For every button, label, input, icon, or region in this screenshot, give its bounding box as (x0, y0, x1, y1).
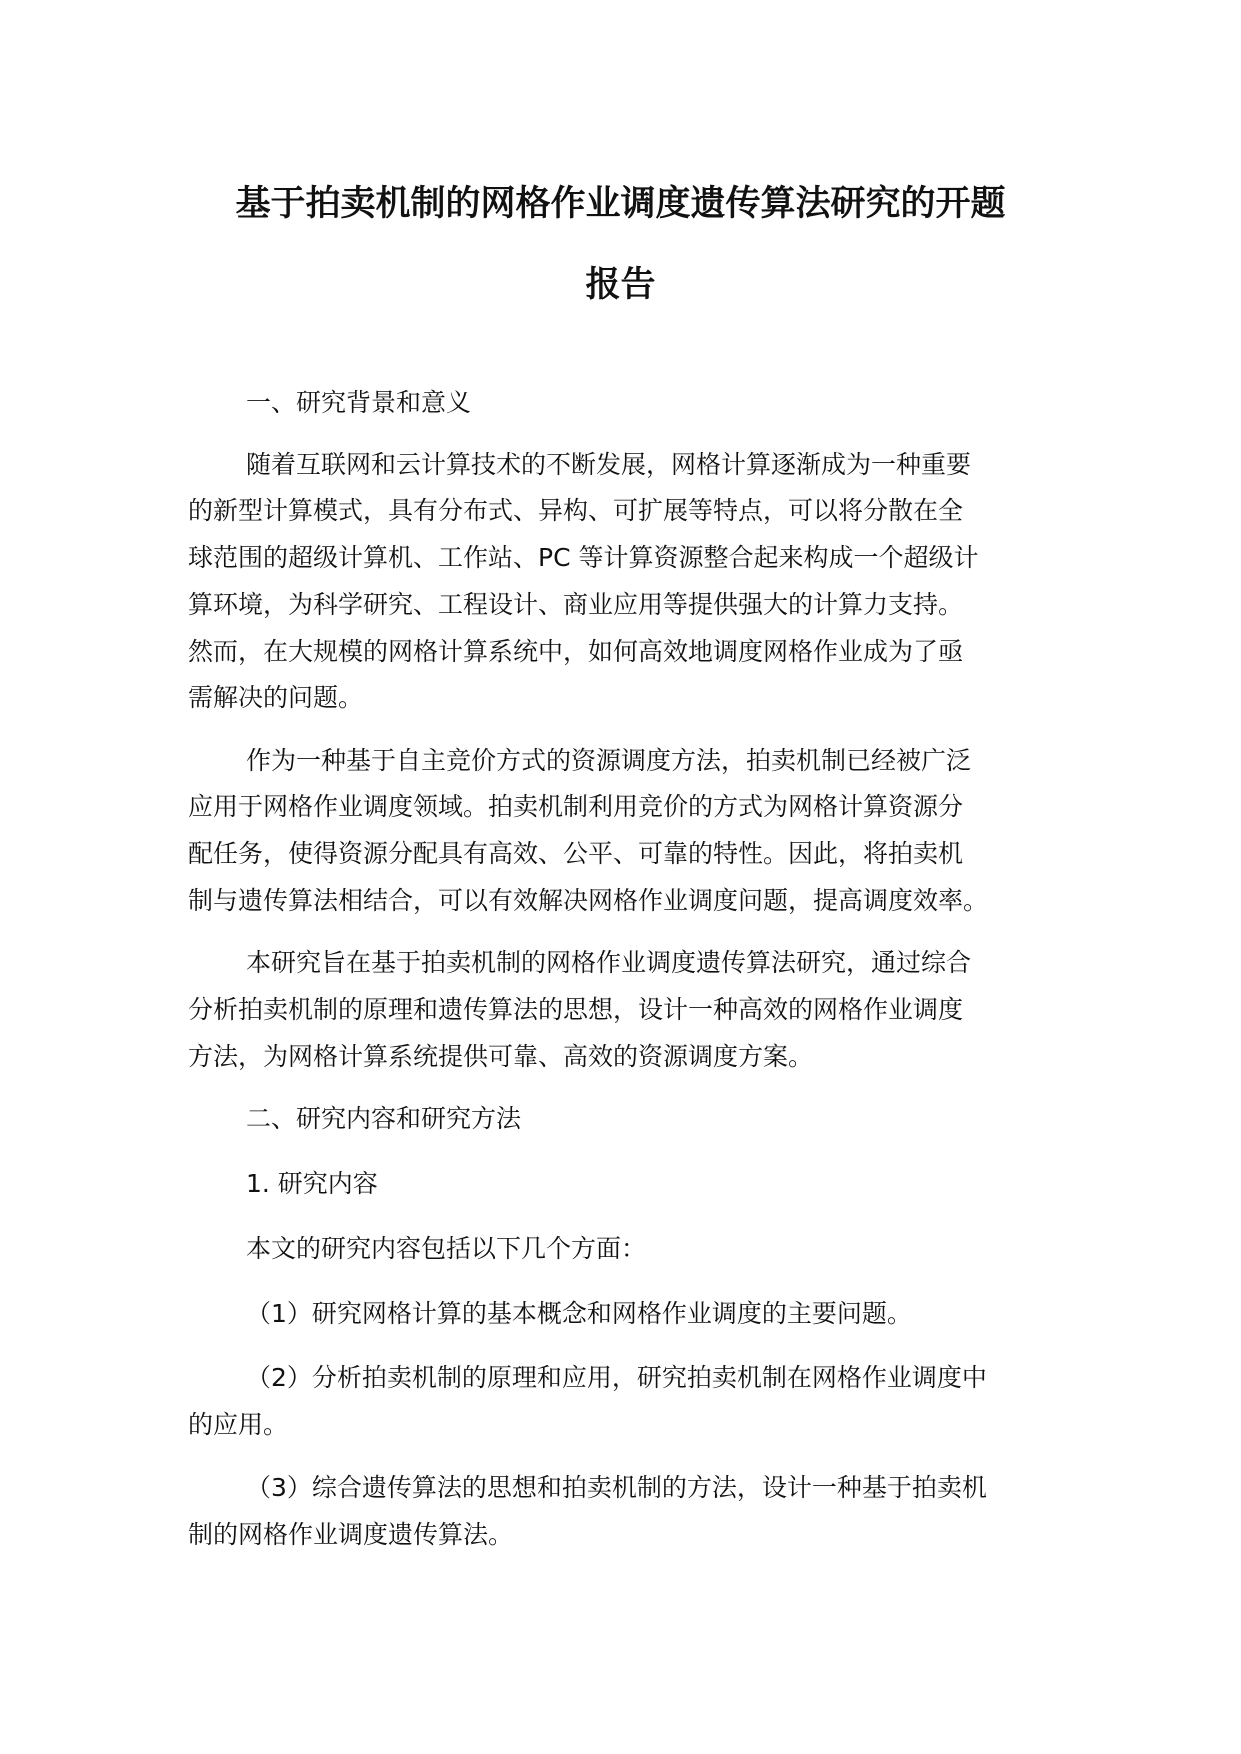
paragraph-line: 方法，为网格计算系统提供可靠、高效的资源调度方案。 (188, 1042, 814, 1071)
paragraph-line: 需解决的问题。 (188, 683, 364, 712)
paragraph-line: 作为一种基于自主竞价方式的资源调度方法，拍卖机制已经被广泛 (246, 746, 972, 775)
paragraph-line: 本研究旨在基于拍卖机制的网格作业调度遗传算法研究，通过综合 (246, 948, 972, 977)
paragraph-line: 球范围的超级计算机、工作站、PC 等计算资源整合起来构成一个超级计 (188, 543, 979, 572)
paragraph-line: 本文的研究内容包括以下几个方面： (246, 1234, 647, 1263)
paragraph-line: 配任务，使得资源分配具有高效、公平、可靠的特性。因此，将拍卖机 (188, 839, 964, 868)
document-title-line-2: 报告 (585, 265, 656, 305)
subsection-heading-content: 1. 研究内容 (246, 1169, 378, 1198)
list-item-continuation: 制的网格作业调度遗传算法。 (188, 1520, 514, 1549)
section-heading-background: 一、研究背景和意义 (246, 388, 472, 417)
paragraph-line: 算环境，为科学研究、工程设计、商业应用等提供强大的计算力支持。 (188, 590, 964, 619)
paragraph-line: 然而，在大规模的网格计算系统中，如何高效地调度网格作业成为了亟 (188, 637, 964, 666)
paragraph-line: 应用于网格作业调度领域。拍卖机制利用竞价的方式为网格计算资源分 (188, 792, 964, 821)
paragraph-line: 分析拍卖机制的原理和遗传算法的思想，设计一种高效的网格作业调度 (188, 995, 964, 1024)
list-item: （1）研究网格计算的基本概念和网格作业调度的主要问题。 (246, 1299, 912, 1328)
list-item: （2）分析拍卖机制的原理和应用，研究拍卖机制在网格作业调度中 (246, 1363, 987, 1392)
paragraph-line: 的新型计算模式，具有分布式、异构、可扩展等特点，可以将分散在全 (188, 496, 964, 525)
list-item-continuation: 的应用。 (188, 1410, 289, 1439)
document-title-line-1: 基于拍卖机制的网格作业调度遗传算法研究的开题 (235, 184, 1006, 224)
section-heading-content-methods: 二、研究内容和研究方法 (246, 1104, 522, 1133)
paragraph-line: 随着互联网和云计算技术的不断发展，网格计算逐渐成为一种重要 (246, 450, 972, 479)
paragraph-line: 制与遗传算法相结合，可以有效解决网格作业调度问题，提高调度效率。 (188, 886, 989, 915)
list-item: （3）综合遗传算法的思想和拍卖机制的方法，设计一种基于拍卖机 (246, 1473, 987, 1502)
